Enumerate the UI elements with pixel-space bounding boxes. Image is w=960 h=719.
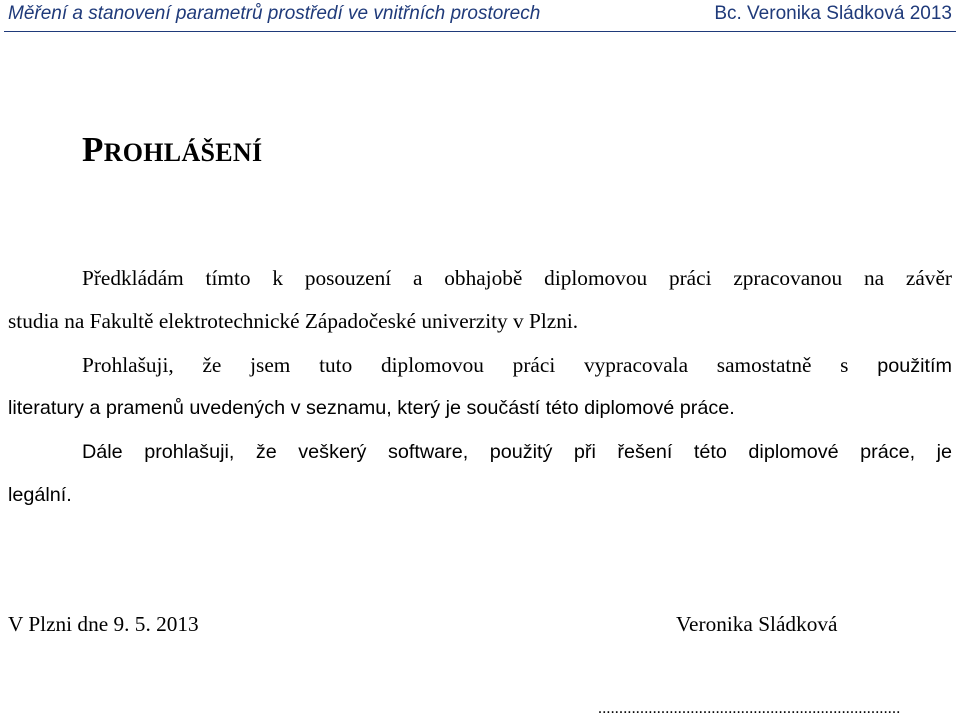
body-line-5: Dále prohlašuji, že veškerý software, použitý při řešení této diplomové práce, je: [82, 441, 952, 463]
title-rest: ROHLÁŠENÍ: [103, 138, 263, 167]
signer-name: Veronika Sládková: [676, 612, 838, 636]
title-initial: P: [82, 130, 104, 169]
body-line-1: Předkládám tímto k posouzení a obhajobě diplomovou práci zpracovanou na závěr: [82, 266, 952, 290]
signature-line: ........................................................................: [598, 700, 901, 717]
body-line-4: literatury a pramenů uvedených v seznamu, který je součástí této diplomové práce.: [8, 397, 735, 419]
body-line-3-text: Prohlašuji, že jsem tuto diplomovou práci vypracovala samostatně s: [82, 353, 849, 377]
body-line-3-tail: použitím: [877, 355, 953, 377]
body-line-3: [82, 350, 952, 381]
page-header: [0, 0, 960, 36]
header-rule: [4, 31, 956, 32]
header-thesis-title: Měření a stanovení parametrů prostředí ve vnitřních prostorech: [8, 3, 541, 24]
body-line-6: legální.: [8, 484, 72, 506]
body-line-2: studia na Fakultě elektrotechnické Západočeské univerzity v Plzni.: [8, 309, 579, 333]
page-title: [82, 132, 262, 171]
place-and-date: V Plzni dne 9. 5. 2013: [8, 612, 199, 636]
header-author-year: Bc. Veronika Sládková 2013: [714, 3, 952, 24]
